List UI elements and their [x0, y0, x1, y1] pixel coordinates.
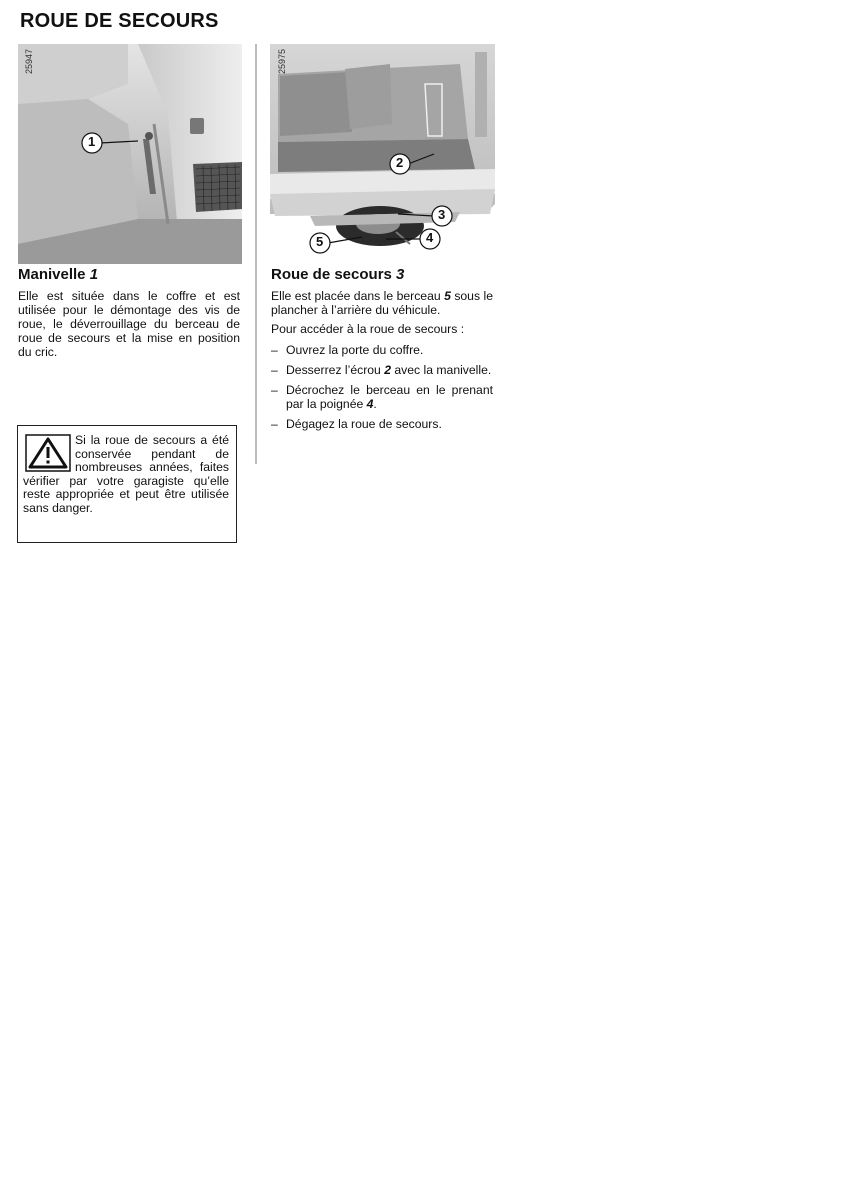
warning-text-block — [23, 434, 229, 515]
callout-1-label: 1 — [88, 134, 96, 149]
step-dash: – — [271, 363, 278, 377]
car-rear-illustration — [270, 44, 495, 260]
step-dash: – — [271, 343, 278, 357]
figure-code: 25975 — [277, 48, 287, 74]
column-divider — [255, 44, 257, 464]
location-number: 5 — [444, 289, 451, 303]
crank-heading-text: Manivelle — [18, 266, 86, 283]
callout-4 — [386, 227, 442, 251]
warning-box — [17, 425, 237, 543]
page-title: ROUE DE SECOURS — [20, 10, 219, 32]
access-steps — [271, 343, 493, 437]
step-text: Dégagez la roue de secours. — [286, 417, 442, 431]
step-item — [271, 343, 493, 357]
spare-wheel-location — [271, 289, 493, 317]
crank-heading-number: 1 — [89, 266, 99, 283]
crank-heading — [18, 266, 98, 283]
step-text-end: avec la manivelle. — [391, 363, 492, 377]
callout-5-label: 5 — [316, 234, 324, 249]
location-text-a: Elle est placée dans le berceau — [271, 289, 445, 303]
step-dash: – — [271, 417, 278, 431]
step-item — [271, 383, 493, 411]
warning-text: Si la roue de secours a été conservée pendant de nombreuses années, faites vérifier par votre garagiste qu’elle reste appropriée et peut être utilisée sans danger. — [23, 433, 229, 515]
callout-3 — [398, 204, 454, 228]
step-number: 4 — [366, 397, 374, 411]
callout-4-label: 4 — [426, 230, 434, 245]
step-text: Décrochez le berceau en le prenant par la poignée — [286, 383, 493, 411]
step-text-end: . — [373, 397, 377, 411]
figure-crank-location — [18, 44, 242, 264]
step-item — [271, 363, 493, 377]
step-text: Ouvrez la porte du coffre. — [286, 343, 424, 357]
callout-2-label: 2 — [396, 155, 404, 170]
step-text: Desserrez l’écrou — [286, 363, 385, 377]
spare-wheel-heading-text: Roue de secours — [271, 266, 392, 283]
access-label: Pour accéder à la roue de secours : — [271, 322, 465, 336]
figure-code: 25947 — [24, 48, 34, 74]
callout-3-label: 3 — [438, 207, 446, 222]
step-number: 2 — [384, 363, 391, 377]
crank-description: Elle est située dans le coffre et est utilisée pour le démontage des vis de roue, le déverrouillage du berceau de roue de secours et la mise en position du cric. — [18, 289, 240, 359]
step-item — [271, 417, 493, 431]
spare-wheel-heading-number: 3 — [396, 266, 405, 283]
figure-spare-wheel — [270, 44, 495, 260]
step-dash: – — [271, 383, 278, 397]
icon-spacer — [23, 434, 75, 474]
spare-wheel-heading — [271, 266, 404, 283]
location-text-b: sous le plancher à l’arrière du véhicule. — [271, 289, 493, 317]
